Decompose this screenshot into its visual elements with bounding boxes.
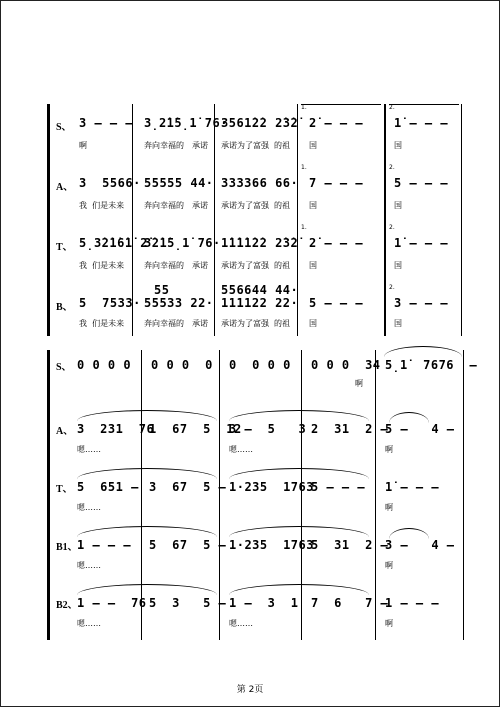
- measure: 1 — — —: [77, 538, 132, 552]
- lyric: 国: [309, 141, 317, 150]
- lyric: 的祖: [274, 261, 290, 270]
- measure: 3̣2̇1̇5̣1̇ 76·: [144, 116, 228, 130]
- lyric: 啊: [355, 379, 363, 388]
- lyric: 国: [309, 261, 317, 270]
- slur: [229, 410, 369, 421]
- lyric: 的祖: [274, 201, 290, 210]
- lyric: 的祖: [274, 319, 290, 328]
- measure: 5 — — —: [311, 480, 366, 494]
- voice-row-bass: [49, 284, 463, 336]
- page-number: 第 2页: [236, 685, 264, 695]
- slur: [77, 468, 217, 479]
- slur: [229, 526, 369, 537]
- measure: 0 0 0 0: [229, 358, 291, 372]
- volta-2: 2.: [389, 164, 395, 171]
- voice-row-bass-2: [49, 582, 463, 642]
- slur: [77, 584, 217, 595]
- measure: 1·235 1763: [229, 538, 314, 552]
- measure: 2 31 2 —: [311, 422, 389, 436]
- voice-row-alto: [49, 164, 463, 224]
- measure: 7 6 7 —: [311, 596, 389, 610]
- voice-row-soprano: [49, 350, 478, 410]
- measure: 0 0 0 0: [77, 358, 132, 372]
- upper-notes: 556644 44·: [221, 283, 299, 297]
- lyric: 奔向幸福的: [144, 201, 184, 210]
- measure: 3 5566·: [79, 176, 141, 190]
- voice-label: A、: [56, 426, 74, 437]
- measure: 1 — — 76: [77, 596, 147, 610]
- voice-row-tenor: [49, 466, 463, 526]
- lyric: 承诺为了富强: [221, 141, 269, 150]
- measure: 5 67 5 —: [149, 538, 227, 552]
- lyric: 国: [394, 201, 402, 210]
- lyric: 嗯……: [229, 619, 253, 628]
- slur: [229, 468, 369, 479]
- measure: 3 — — —: [394, 296, 449, 310]
- lyric: 国: [309, 319, 317, 328]
- voice-row-bass-1: [49, 524, 463, 584]
- lyric: 嗯……: [77, 445, 101, 454]
- measure: 1 — 3 1: [229, 596, 299, 610]
- lyric: 嗯……: [77, 619, 101, 628]
- lyric: 啊: [385, 503, 393, 512]
- measure: 1 — — —: [385, 596, 440, 610]
- lyric: 奔向幸福的: [144, 261, 184, 270]
- measure: 5 — — —: [394, 176, 449, 190]
- lyric: 啊: [385, 619, 393, 628]
- lyric: 嗯……: [77, 503, 101, 512]
- volta-1: 1.: [301, 224, 307, 231]
- lyric: 国: [309, 201, 317, 210]
- lyric: 嗯……: [77, 561, 101, 570]
- slur: [77, 410, 217, 421]
- lyric: 我 们是未来: [79, 201, 125, 210]
- volta-2: 2.: [389, 284, 395, 291]
- measure: 0 0 0 0: [151, 358, 213, 372]
- measure: 5 — — —: [309, 296, 364, 310]
- lyric: 承诺: [192, 261, 208, 270]
- slur: [229, 584, 369, 595]
- voice-label: T、: [56, 242, 73, 253]
- voice-label: B、: [56, 302, 73, 313]
- measure: 333366 66·: [221, 176, 299, 190]
- lyric: 承诺: [192, 319, 208, 328]
- lyric: 嗯……: [229, 445, 253, 454]
- lyric: 承诺为了富强: [221, 319, 269, 328]
- lyric: 承诺为了富强: [221, 261, 269, 270]
- lyric: 国: [394, 141, 402, 150]
- voice-label: B1、: [56, 542, 78, 553]
- measure: 5̣1̇ 7676 —: [385, 358, 478, 372]
- voice-label: T、: [56, 484, 73, 495]
- measure: 5 3 5 —: [149, 596, 227, 610]
- lyric: 我 们是未来: [79, 261, 125, 270]
- lyric: 国: [394, 319, 402, 328]
- lyric: 的祖: [274, 141, 290, 150]
- measure: 3̇2̇1̇5̣1̇ 76·: [144, 236, 221, 250]
- upper-notes: 55: [154, 283, 170, 297]
- lyric: 啊: [79, 141, 87, 150]
- lyric: 承诺为了富强: [221, 201, 269, 210]
- measure: 7 — — —: [309, 176, 364, 190]
- voice-label: S、: [56, 362, 72, 373]
- lyric: 奔向幸福的: [144, 141, 184, 150]
- volta-bracket-line: [301, 104, 381, 105]
- measure: 2̇ — — —: [309, 116, 364, 130]
- measure: 1̇ — — —: [385, 480, 440, 494]
- measure: 55555 44·: [144, 176, 214, 190]
- volta-bracket-line: [389, 104, 459, 105]
- measure: 5 — 4 —: [385, 422, 455, 436]
- voice-row-tenor: [49, 224, 463, 284]
- measure: 3 — 4 —: [385, 538, 455, 552]
- measure: 55533 22·: [144, 296, 214, 310]
- measure: 3561̇2̇2 2̇3̇2̇: [221, 116, 299, 130]
- volta-2: 2.: [389, 224, 395, 231]
- measure: 1̇1̇1̇1̇2̇2 2̇3̇2̇: [221, 236, 299, 250]
- voice-label: S、: [56, 122, 72, 133]
- measure: 5̣3̇2̇1̇6̇1̇ 2̇: [79, 236, 149, 250]
- lyric: 国: [394, 261, 402, 270]
- measure: 1̇ — — —: [394, 236, 449, 250]
- voice-row-soprano: [49, 104, 463, 164]
- measure: 3 — — —: [79, 116, 134, 130]
- measure: 1·235 1763: [229, 480, 314, 494]
- measure: 2̇ — — —: [309, 236, 364, 250]
- voice-row-alto: [49, 408, 463, 468]
- measure: 3 67 5 —: [149, 480, 227, 494]
- voice-label: A、: [56, 182, 74, 193]
- score-system-2: [49, 350, 478, 640]
- voice-label: B2、: [56, 600, 78, 611]
- measure: 3 — 5 3: [229, 422, 307, 436]
- barline: [463, 350, 464, 640]
- volta-1: 1.: [301, 164, 307, 171]
- measure: 1 67 5 12: [149, 422, 242, 436]
- measure: 1̇ — — —: [394, 116, 449, 130]
- score-system-1: [49, 104, 463, 336]
- measure: 111122 22·: [221, 296, 299, 310]
- measure: 5 31 2 —: [311, 538, 389, 552]
- measure: 0 0 0 34: [311, 358, 381, 372]
- measure: 3 231 76: [77, 422, 155, 436]
- lyric: 奔向幸福的: [144, 319, 184, 328]
- volta-1: 1.: [301, 104, 307, 111]
- slur: [77, 526, 217, 537]
- measure: 5 651 —: [77, 480, 139, 494]
- measure: 5 7533·: [79, 296, 141, 310]
- lyric: 啊: [385, 445, 393, 454]
- lyric: 承诺: [192, 141, 208, 150]
- lyric: 承诺: [192, 201, 208, 210]
- volta-2: 2.: [389, 104, 395, 111]
- lyric: 啊: [385, 561, 393, 570]
- lyric: 我 们是未来: [79, 319, 125, 328]
